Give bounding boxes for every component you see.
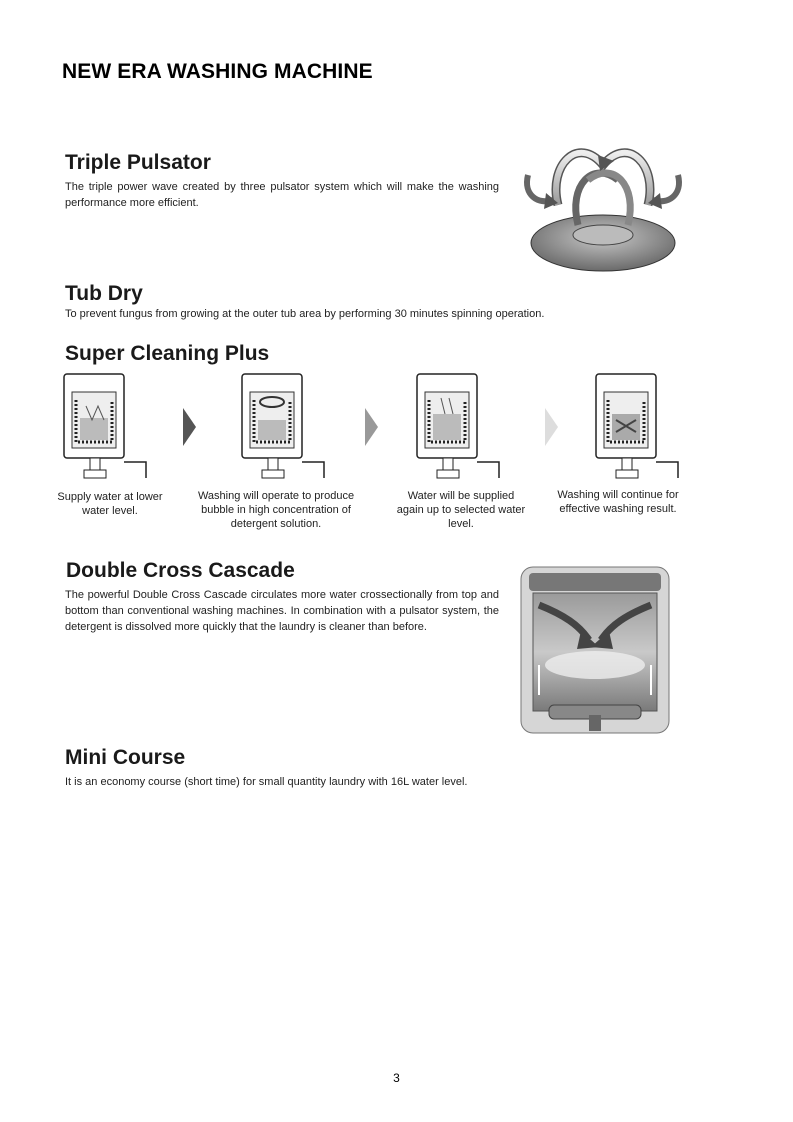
mini-course-text: It is an economy course (short time) for small quantity laundry with 16L water level. xyxy=(65,776,468,788)
step-diagram-1 xyxy=(62,370,152,485)
arrow-right-icon xyxy=(365,408,378,446)
double-cross-illustration xyxy=(519,565,671,735)
arrow-right-icon xyxy=(545,408,558,446)
step-caption-2: Washing will operate to produce bubble in high concentration of detergent solution. xyxy=(197,490,355,530)
step-caption-4: Washing will continue for effective washing result. xyxy=(557,489,679,515)
triple-pulsator-text: The triple power wave created by three pulsator system which will make the washing performance more efficient. xyxy=(65,181,499,209)
step-caption-3: Water will be supplied again up to selected water level. xyxy=(396,490,526,530)
page-title: NEW ERA WASHING MACHINE xyxy=(62,60,373,83)
tub-dry-heading: Tub Dry xyxy=(65,282,143,305)
double-cross-heading: Double Cross Cascade xyxy=(66,559,295,582)
triple-pulsator-illustration xyxy=(518,125,688,275)
double-cross-text: The powerful Double Cross Cascade circulates more water crossectionally from top and bottom than conventional washing machines. In combination with a pulsator system, the detergent is dissolved more quickly that the laundry is cleaner than before. xyxy=(65,589,499,633)
step-caption-1: Supply water at lower water level. xyxy=(57,491,163,517)
super-cleaning-heading: Super Cleaning Plus xyxy=(65,342,270,365)
step-diagram-4 xyxy=(594,370,684,485)
arrow-right-icon xyxy=(183,408,196,446)
triple-pulsator-heading: Triple Pulsator xyxy=(65,151,211,174)
page-number: 3 xyxy=(393,1071,400,1085)
step-diagram-2 xyxy=(240,370,330,485)
step-diagram-3 xyxy=(415,370,505,485)
tub-dry-text: To prevent fungus from growing at the outer tub area by performing 30 minutes spinning operation. xyxy=(65,308,545,320)
mini-course-heading: Mini Course xyxy=(65,746,186,769)
